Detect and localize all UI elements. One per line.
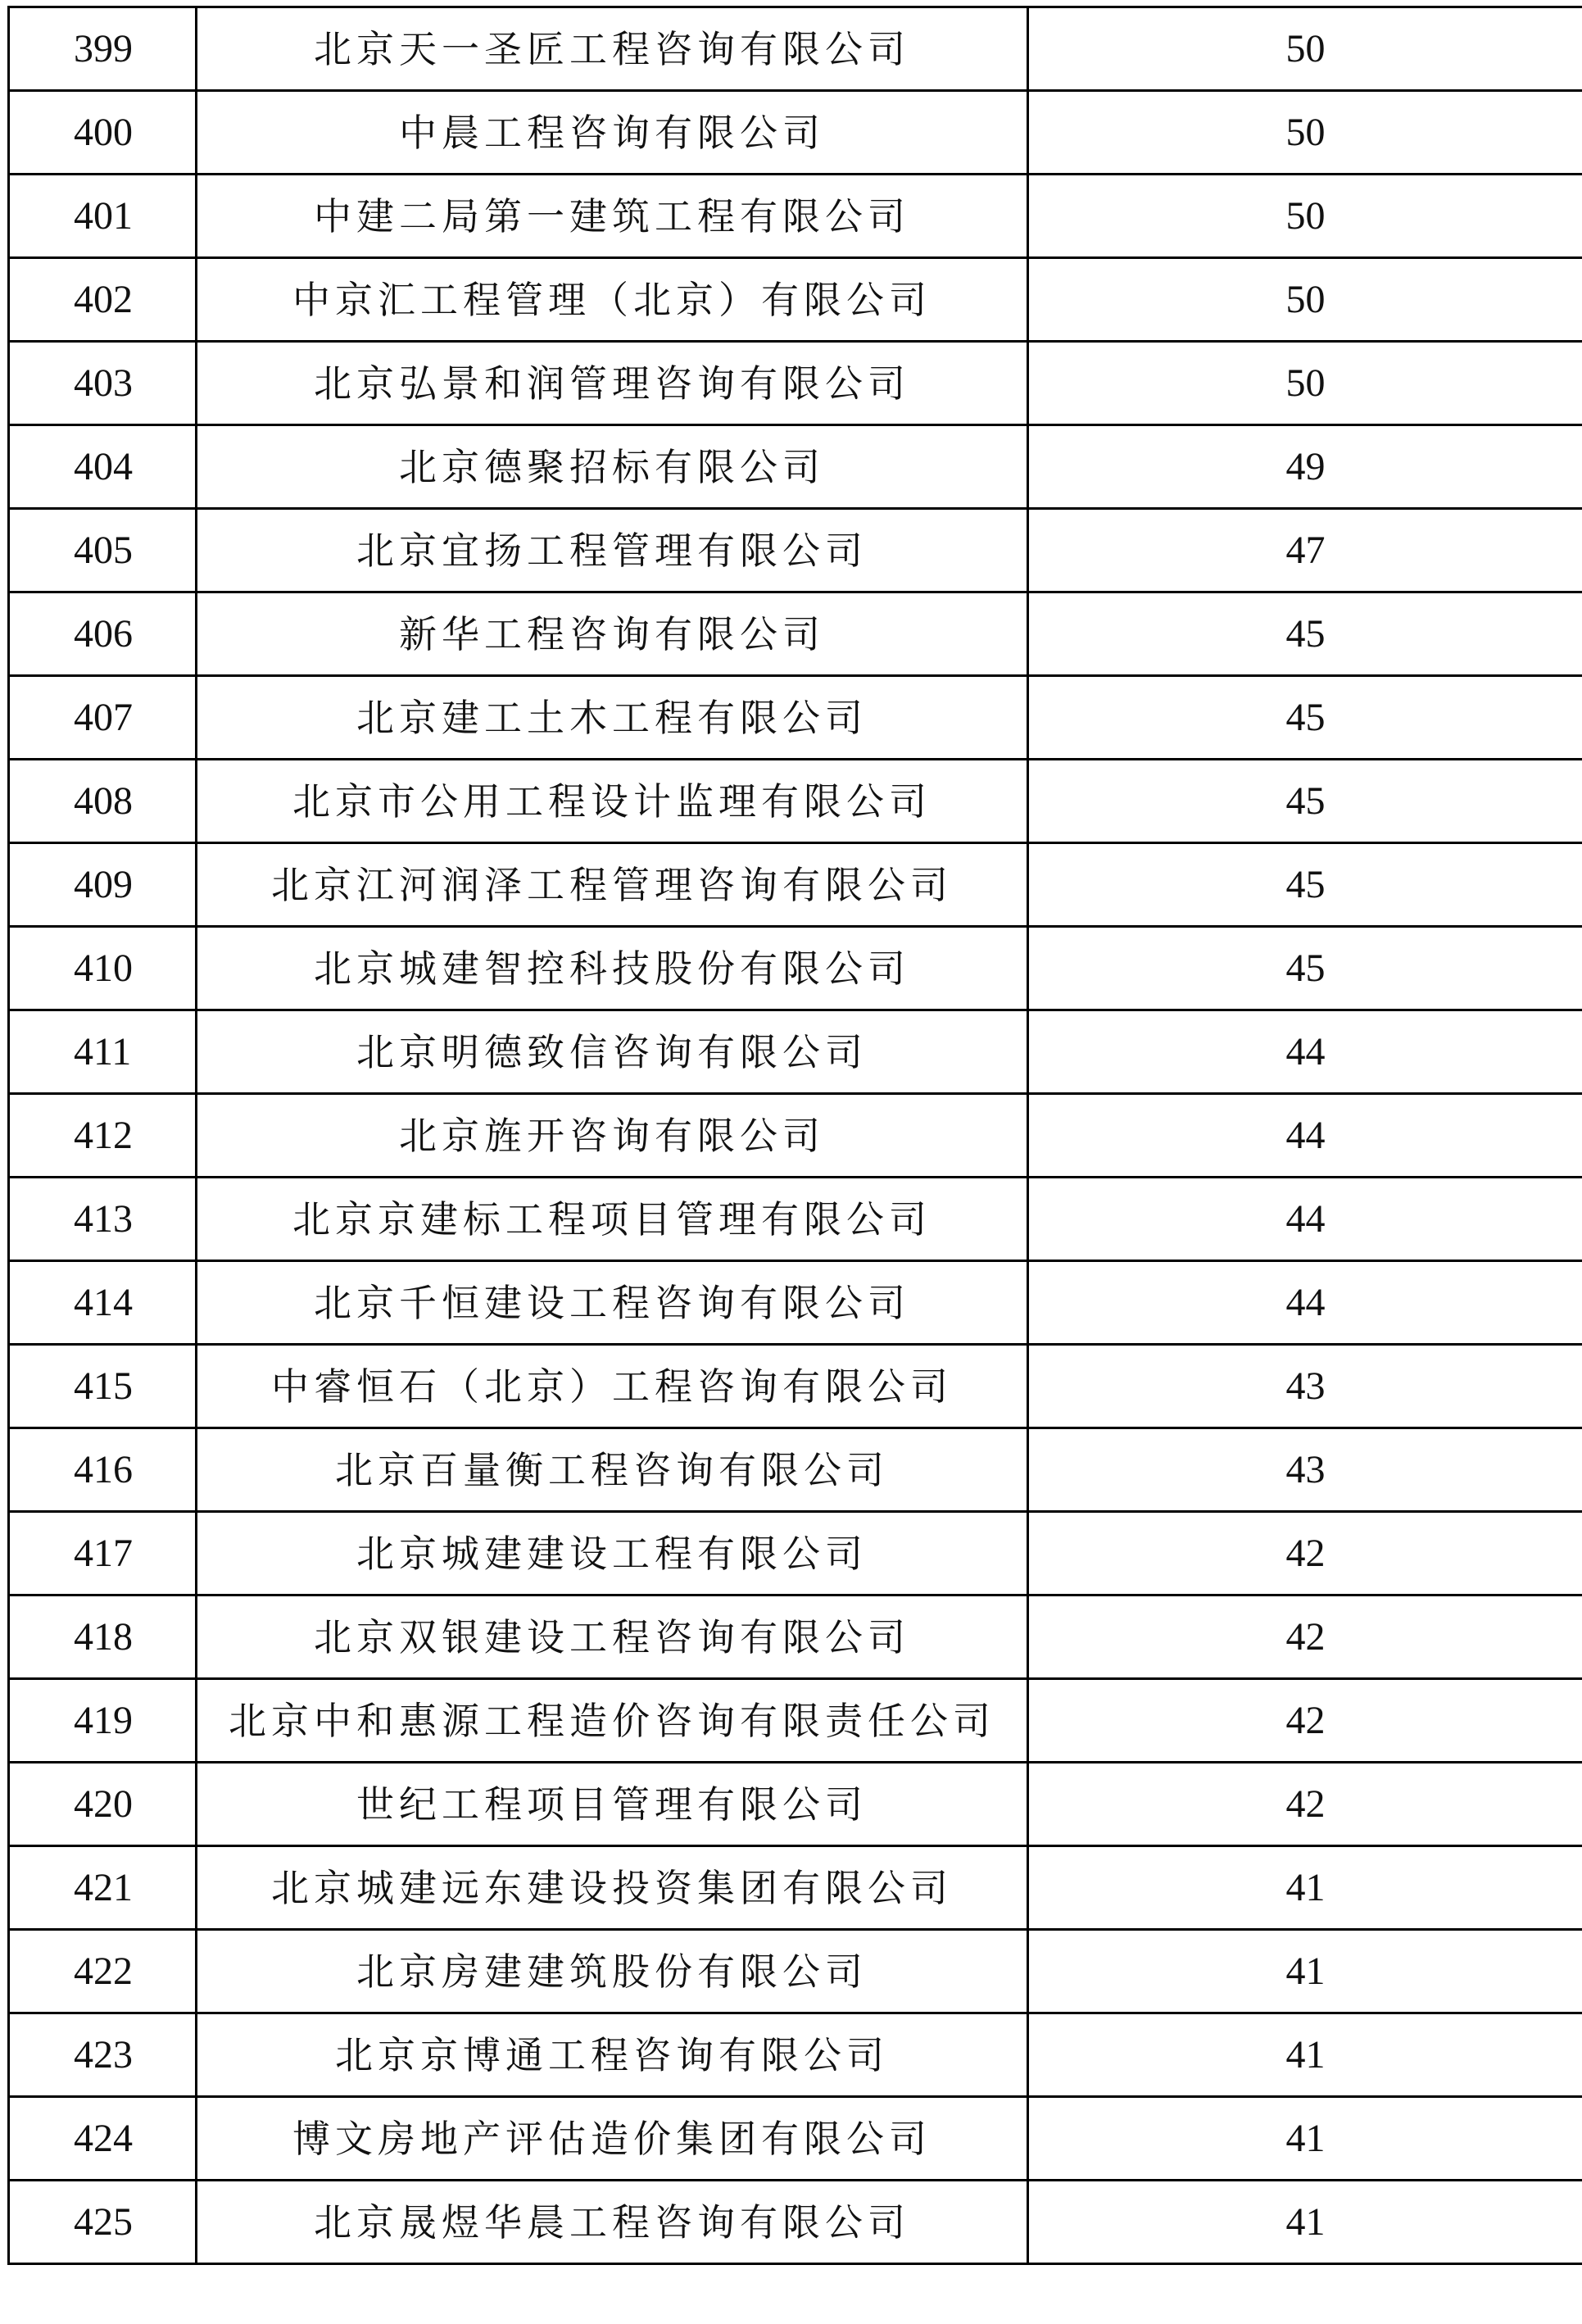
row-number: 403 (9, 342, 197, 425)
table-row (9, 258, 1582, 342)
company-name: 北京德聚招标有限公司 (197, 425, 1028, 509)
score-value: 50 (1028, 91, 1582, 175)
row-number: 421 (9, 1846, 197, 1930)
table-row (9, 425, 1582, 509)
table-row (9, 927, 1582, 1010)
score-value: 45 (1028, 927, 1582, 1010)
score-value: 42 (1028, 1595, 1582, 1679)
score-value: 44 (1028, 1010, 1582, 1094)
row-number: 408 (9, 760, 197, 843)
row-number: 400 (9, 91, 197, 175)
company-name: 北京房建建筑股份有限公司 (197, 1930, 1028, 2013)
row-number: 415 (9, 1345, 197, 1428)
row-number: 412 (9, 1094, 197, 1178)
company-name: 北京京建标工程项目管理有限公司 (197, 1178, 1028, 1261)
row-number: 420 (9, 1763, 197, 1846)
ranking-sheet (7, 6, 1577, 2265)
score-value: 42 (1028, 1512, 1582, 1595)
table-row (9, 1428, 1582, 1512)
row-number: 404 (9, 425, 197, 509)
row-number: 407 (9, 676, 197, 760)
company-name: 中建二局第一建筑工程有限公司 (197, 175, 1028, 258)
row-number: 405 (9, 509, 197, 592)
row-number: 416 (9, 1428, 197, 1512)
table-row (9, 509, 1582, 592)
row-number: 414 (9, 1261, 197, 1345)
table-row (9, 592, 1582, 676)
company-name: 北京天一圣匠工程咨询有限公司 (197, 7, 1028, 91)
score-value: 41 (1028, 2181, 1582, 2264)
table-row (9, 1595, 1582, 1679)
company-name: 北京江河润泽工程管理咨询有限公司 (197, 843, 1028, 927)
row-number: 423 (9, 2013, 197, 2097)
table-row (9, 1930, 1582, 2013)
score-value: 45 (1028, 592, 1582, 676)
table-row (9, 7, 1582, 91)
row-number: 417 (9, 1512, 197, 1595)
row-number: 409 (9, 843, 197, 927)
row-number: 413 (9, 1178, 197, 1261)
company-name: 北京双银建设工程咨询有限公司 (197, 1595, 1028, 1679)
score-value: 50 (1028, 7, 1582, 91)
table-row (9, 342, 1582, 425)
score-value: 45 (1028, 676, 1582, 760)
score-value: 50 (1028, 175, 1582, 258)
table-row (9, 1679, 1582, 1763)
company-name: 中睿恒石（北京）工程咨询有限公司 (197, 1345, 1028, 1428)
table-row (9, 760, 1582, 843)
score-value: 45 (1028, 760, 1582, 843)
table-row (9, 676, 1582, 760)
table-row (9, 2013, 1582, 2097)
table-row (9, 1846, 1582, 1930)
table-row (9, 1345, 1582, 1428)
table-row (9, 2097, 1582, 2181)
table-row (9, 1763, 1582, 1846)
row-number: 425 (9, 2181, 197, 2264)
score-value: 43 (1028, 1428, 1582, 1512)
table-row (9, 2181, 1582, 2264)
table-row (9, 1178, 1582, 1261)
company-name: 北京千恒建设工程咨询有限公司 (197, 1261, 1028, 1345)
company-name: 北京城建远东建设投资集团有限公司 (197, 1846, 1028, 1930)
company-name: 新华工程咨询有限公司 (197, 592, 1028, 676)
score-value: 44 (1028, 1178, 1582, 1261)
score-value: 41 (1028, 1930, 1582, 2013)
company-name: 北京市公用工程设计监理有限公司 (197, 760, 1028, 843)
row-number: 402 (9, 258, 197, 342)
company-name: 北京弘景和润管理咨询有限公司 (197, 342, 1028, 425)
score-value: 42 (1028, 1763, 1582, 1846)
score-value: 44 (1028, 1261, 1582, 1345)
row-number: 419 (9, 1679, 197, 1763)
table-row (9, 1512, 1582, 1595)
score-value: 50 (1028, 258, 1582, 342)
company-name: 北京晟煜华晨工程咨询有限公司 (197, 2181, 1028, 2264)
row-number: 410 (9, 927, 197, 1010)
company-name: 北京建工土木工程有限公司 (197, 676, 1028, 760)
score-value: 49 (1028, 425, 1582, 509)
table-row (9, 175, 1582, 258)
score-value: 43 (1028, 1345, 1582, 1428)
company-name: 中京汇工程管理（北京）有限公司 (197, 258, 1028, 342)
score-value: 45 (1028, 843, 1582, 927)
row-number: 406 (9, 592, 197, 676)
table-row (9, 843, 1582, 927)
row-number: 424 (9, 2097, 197, 2181)
row-number: 418 (9, 1595, 197, 1679)
company-name: 北京宜扬工程管理有限公司 (197, 509, 1028, 592)
company-name: 北京旌开咨询有限公司 (197, 1094, 1028, 1178)
company-name: 北京城建建设工程有限公司 (197, 1512, 1028, 1595)
score-value: 41 (1028, 2097, 1582, 2181)
table-row (9, 1010, 1582, 1094)
score-value: 41 (1028, 1846, 1582, 1930)
score-value: 44 (1028, 1094, 1582, 1178)
company-name: 北京京博通工程咨询有限公司 (197, 2013, 1028, 2097)
score-value: 50 (1028, 342, 1582, 425)
table-row (9, 1094, 1582, 1178)
row-number: 422 (9, 1930, 197, 2013)
table-row (9, 1261, 1582, 1345)
company-name: 北京中和惠源工程造价咨询有限责任公司 (197, 1679, 1028, 1763)
row-number: 399 (9, 7, 197, 91)
company-name: 北京百量衡工程咨询有限公司 (197, 1428, 1028, 1512)
score-value: 42 (1028, 1679, 1582, 1763)
row-number: 411 (9, 1010, 197, 1094)
company-name: 北京明德致信咨询有限公司 (197, 1010, 1028, 1094)
score-value: 47 (1028, 509, 1582, 592)
ranking-table-body (9, 7, 1582, 2264)
score-value: 41 (1028, 2013, 1582, 2097)
company-name: 世纪工程项目管理有限公司 (197, 1763, 1028, 1846)
row-number: 401 (9, 175, 197, 258)
table-row (9, 91, 1582, 175)
company-name: 北京城建智控科技股份有限公司 (197, 927, 1028, 1010)
company-name: 中晨工程咨询有限公司 (197, 91, 1028, 175)
company-name: 博文房地产评估造价集团有限公司 (197, 2097, 1028, 2181)
ranking-table (7, 6, 1582, 2265)
